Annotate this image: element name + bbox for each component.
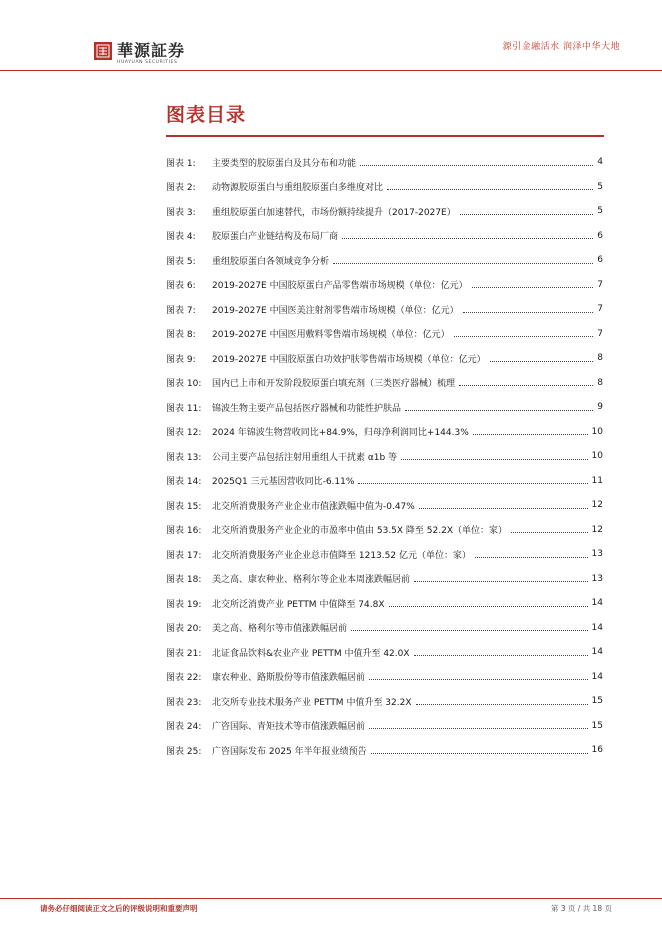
toc-figure-title: 国内已上市和开发阶段胶原蛋白填充剂（三类医疗器械）梳理 xyxy=(212,379,456,390)
toc-figure-title: 北交所消费服务产业企业市值涨跌幅中值为-0.47% xyxy=(212,501,415,512)
toc-entry[interactable] xyxy=(166,371,603,396)
toc-page-number: 7 xyxy=(597,328,603,339)
page-header xyxy=(0,0,662,72)
toc-figure-number: 图表 9: xyxy=(166,354,196,365)
toc-page-number: 7 xyxy=(597,304,603,315)
toc-figure-number: 图表 15: xyxy=(166,501,202,512)
footer-page-info: 第 3 页 / 共 18 页 xyxy=(550,904,612,913)
header-divider xyxy=(0,70,662,71)
toc-entry[interactable] xyxy=(166,322,603,347)
toc-leader-dots xyxy=(475,557,588,558)
toc-figure-title: 2019-2027E 中国医用敷料零售端市场规模（单位：亿元） xyxy=(212,330,450,341)
toc-leader-dots xyxy=(358,483,587,484)
toc-entry[interactable] xyxy=(166,493,603,518)
toc-page-number: 13 xyxy=(591,573,603,584)
toc-figure-number: 图表 16: xyxy=(166,526,202,537)
toc-page-number: 10 xyxy=(591,451,603,462)
footer-divider xyxy=(0,898,662,899)
toc-leader-dots xyxy=(333,263,593,264)
toc-figure-number: 图表 6: xyxy=(166,281,196,292)
toc-figure-title: 2025Q1 三元基因营收同比-6.11% xyxy=(212,477,355,488)
toc-entry[interactable] xyxy=(166,714,603,739)
toc-page-number: 16 xyxy=(591,745,603,756)
toc-page-number: 6 xyxy=(597,255,603,266)
toc-figure-title: 美之高、康农种业、格利尔等企业本周涨跌幅居前 xyxy=(212,575,411,586)
toc-page-number: 14 xyxy=(591,647,603,658)
company-logo xyxy=(94,42,185,65)
toc-figure-title: 2019-2027E 中国胶原蛋白功效护肤零售端市场规模（单位：亿元） xyxy=(212,354,486,365)
toc-page-number: 5 xyxy=(597,206,603,217)
toc-figure-number: 图表 5: xyxy=(166,256,196,267)
toc-figure-title: 北交所消费服务产业企业总市值降至 1213.52 亿元（单位：家） xyxy=(212,550,471,561)
toc-page-number: 13 xyxy=(591,549,603,560)
logo-name-cn: 華源証券 xyxy=(117,41,186,60)
toc-page-number: 8 xyxy=(597,377,603,388)
toc-entry[interactable] xyxy=(166,738,603,763)
toc-entry[interactable] xyxy=(166,518,603,543)
toc-figure-number: 图表 11: xyxy=(166,403,202,414)
toc-figure-title: 2019-2027E 中国医美注射剂零售端市场规模（单位：亿元） xyxy=(212,305,459,316)
toc-leader-dots xyxy=(342,238,593,239)
toc-figure-number: 图表 3: xyxy=(166,207,196,218)
toc-figure-number: 图表 23: xyxy=(166,697,202,708)
toc-page-number: 14 xyxy=(591,598,603,609)
toc-entry[interactable] xyxy=(166,175,603,200)
toc-figure-number: 图表 21: xyxy=(166,648,202,659)
toc-figure-number: 图表 1: xyxy=(166,158,196,169)
toc-figure-title: 胶原蛋白产业链结构及布局厂商 xyxy=(212,232,339,243)
toc-entry[interactable] xyxy=(166,199,603,224)
toc-page-number: 14 xyxy=(591,622,603,633)
toc-leader-dots xyxy=(416,704,588,705)
toc-entry[interactable] xyxy=(166,150,603,175)
toc-leader-dots xyxy=(460,214,594,215)
figure-list xyxy=(166,150,603,763)
toc-figure-number: 图表 22: xyxy=(166,673,202,684)
toc-entry[interactable] xyxy=(166,395,603,420)
toc-entry[interactable] xyxy=(166,616,603,641)
toc-leader-dots xyxy=(360,165,593,166)
toc-figure-title: 北证食品饮料&农业产业 PETTM 中值升至 42.0X xyxy=(212,648,410,659)
toc-figure-title: 公司主要产品包括注射用重组人干扰素 α1b 等 xyxy=(212,452,398,463)
toc-entry[interactable] xyxy=(166,297,603,322)
toc-leader-dots xyxy=(414,581,588,582)
toc-page-number: 5 xyxy=(597,181,603,192)
toc-page-number: 8 xyxy=(597,353,603,364)
toc-leader-dots xyxy=(369,728,588,729)
toc-figure-title: 北交所消费服务产业企业的市盈率中值由 53.5X 降至 52.2X（单位：家） xyxy=(212,526,507,537)
toc-page-number: 9 xyxy=(597,402,603,413)
toc-figure-title: 北交所专业技术服务产业 PETTM 中值升至 32.2X xyxy=(212,697,412,708)
toc-leader-dots xyxy=(414,655,588,656)
toc-figure-number: 图表 17: xyxy=(166,550,202,561)
toc-leader-dots xyxy=(387,189,593,190)
toc-figure-title: 动物源胶原蛋白与重组胶原蛋白多维度对比 xyxy=(212,183,384,194)
header-slogan: 源引金融活水 润泽中华大地 xyxy=(502,42,620,52)
toc-figure-number: 图表 7: xyxy=(166,305,196,316)
toc-leader-dots xyxy=(369,679,588,680)
toc-page-number: 15 xyxy=(591,696,603,707)
toc-page-number: 11 xyxy=(591,475,603,486)
toc-figure-number: 图表 14: xyxy=(166,477,202,488)
toc-figure-title: 美之高、格利尔等市值涨跌幅居前 xyxy=(212,624,348,635)
toc-entry[interactable] xyxy=(166,273,603,298)
toc-leader-dots xyxy=(490,361,594,362)
toc-leader-dots xyxy=(463,312,594,313)
toc-figure-title: 2019-2027E 中国胶原蛋白产品零售端市场规模（单位：亿元） xyxy=(212,281,468,292)
toc-entry[interactable] xyxy=(166,591,603,616)
toc-figure-title: 康农种业、路斯股份等市值涨跌幅居前 xyxy=(212,673,366,684)
toc-entry[interactable] xyxy=(166,248,603,273)
toc-figure-title: 广咨国际发布 2025 年半年报业绩预告 xyxy=(212,746,367,757)
toc-figure-title: 主要类型的胶原蛋白及其分布和功能 xyxy=(212,158,357,169)
toc-leader-dots xyxy=(459,385,593,386)
toc-figure-number: 图表 13: xyxy=(166,452,202,463)
toc-page-number: 12 xyxy=(591,524,603,535)
toc-leader-dots xyxy=(473,434,588,435)
toc-figure-title: 重组胶原蛋白加速替代，市场份额持续提升（2017-2027E） xyxy=(212,207,456,218)
toc-leader-dots xyxy=(401,459,587,460)
toc-figure-title: 重组胶原蛋白各领域竞争分析 xyxy=(212,256,330,267)
toc-page-number: 10 xyxy=(591,426,603,437)
toc-figure-number: 图表 20: xyxy=(166,624,202,635)
logo-name-en: HUAYUAN SECURITIES xyxy=(117,60,178,65)
toc-figure-number: 图表 8: xyxy=(166,330,196,341)
toc-figure-number: 图表 2: xyxy=(166,183,196,194)
toc-leader-dots xyxy=(454,336,594,337)
toc-entry[interactable] xyxy=(166,665,603,690)
toc-figure-number: 图表 18: xyxy=(166,575,202,586)
logo-seal-icon xyxy=(94,42,112,60)
toc-page-number: 12 xyxy=(591,500,603,511)
toc-figure-title: 锦波生物主要产品包括医疗器械和功能性护肤品 xyxy=(212,403,402,414)
toc-entry[interactable] xyxy=(166,224,603,249)
toc-figure-number: 图表 12: xyxy=(166,428,202,439)
toc-leader-dots xyxy=(472,287,594,288)
toc-entry[interactable] xyxy=(166,469,603,494)
toc-entry[interactable] xyxy=(166,346,603,371)
toc-entry[interactable] xyxy=(166,444,603,469)
footer-disclaimer: 请务必仔细阅读正文之后的评级说明和重要声明 xyxy=(40,904,198,913)
toc-page-number: 14 xyxy=(591,671,603,682)
title-divider xyxy=(166,135,604,137)
toc-figure-number: 图表 25: xyxy=(166,746,202,757)
toc-figure-title: 广咨国际、青矩技术等市值涨跌幅居前 xyxy=(212,722,366,733)
toc-figure-title: 2024 年锦波生物营收同比+84.9%，归母净利润同比+144.3% xyxy=(212,428,469,439)
toc-leader-dots xyxy=(371,753,588,754)
toc-entry[interactable] xyxy=(166,640,603,665)
toc-figure-number: 图表 10: xyxy=(166,379,202,390)
toc-leader-dots xyxy=(351,630,588,631)
toc-entry[interactable] xyxy=(166,420,603,445)
toc-leader-dots xyxy=(511,532,588,533)
toc-page-number: 4 xyxy=(597,157,603,168)
toc-page-number: 7 xyxy=(597,279,603,290)
toc-entry[interactable] xyxy=(166,689,603,714)
toc-leader-dots xyxy=(405,410,593,411)
toc-figure-number: 图表 19: xyxy=(166,599,202,610)
toc-leader-dots xyxy=(419,508,588,509)
toc-entry[interactable] xyxy=(166,567,603,592)
toc-figure-number: 图表 24: xyxy=(166,722,202,733)
toc-leader-dots xyxy=(389,606,588,607)
toc-entry[interactable] xyxy=(166,542,603,567)
page-title: 图表目录 xyxy=(166,104,247,126)
toc-figure-number: 图表 4: xyxy=(166,232,196,243)
toc-page-number: 15 xyxy=(591,720,603,731)
toc-figure-title: 北交所泛消费产业 PETTM 中值降至 74.8X xyxy=(212,599,385,610)
toc-page-number: 6 xyxy=(597,230,603,241)
